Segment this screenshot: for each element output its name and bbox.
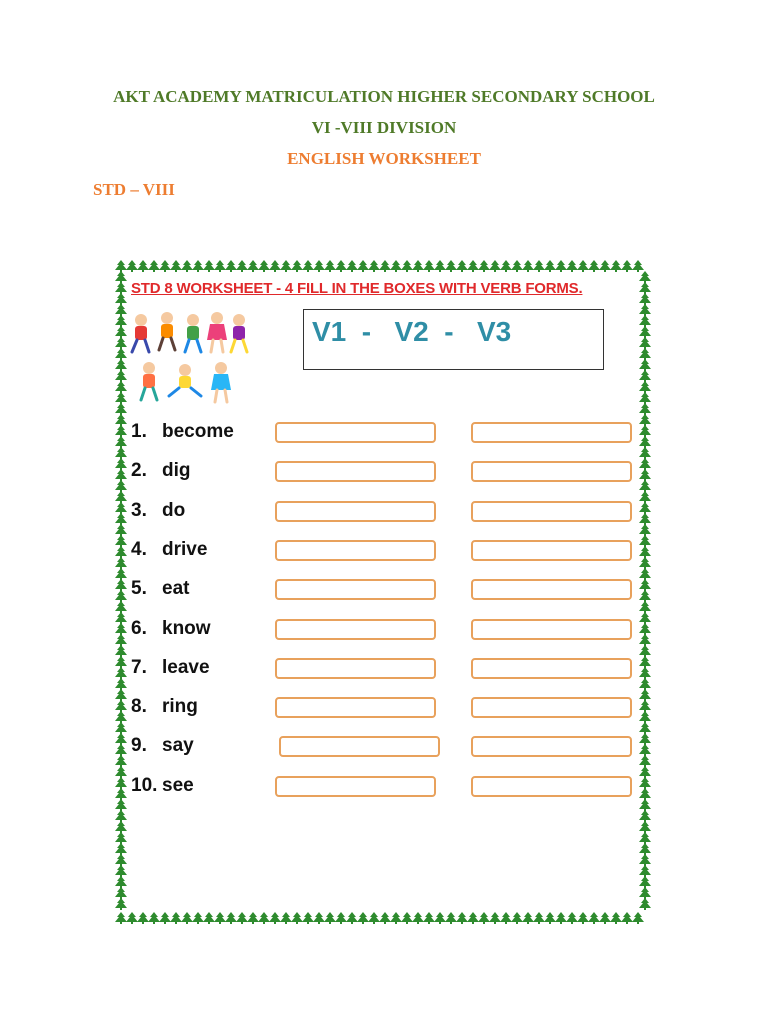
verb-number: 7.: [131, 657, 147, 678]
worksheet-image: [113, 258, 653, 926]
verb-word: drive: [162, 539, 208, 560]
v3-answer-box[interactable]: [471, 501, 632, 522]
v2-answer-box[interactable]: [275, 461, 436, 482]
verb-number: 8.: [131, 696, 147, 717]
verb-item: [131, 578, 189, 600]
verb-word: become: [162, 421, 234, 442]
verb-word: see: [162, 775, 194, 796]
verb-item: [131, 696, 198, 718]
verb-word: ring: [162, 696, 198, 717]
verb-word: eat: [162, 578, 190, 599]
division-name: VI -VIII DIVISION: [311, 118, 457, 137]
worksheet-title: STD 8 WORKSHEET - 4 FILL IN THE BOXES WITH VERB FORMS.: [131, 280, 583, 297]
verb-item: [131, 618, 211, 640]
verb-item: [131, 775, 194, 797]
v3-answer-box[interactable]: [471, 619, 632, 640]
verb-item: [131, 460, 191, 482]
v3-answer-box[interactable]: [471, 540, 632, 561]
verb-number: 4.: [131, 539, 147, 560]
verb-number: 9.: [131, 735, 147, 756]
worksheet-subject: ENGLISH WORKSHEET: [287, 149, 481, 168]
verb-number: 3.: [131, 500, 147, 521]
v2-answer-box[interactable]: [275, 501, 436, 522]
verb-word: leave: [162, 657, 210, 678]
v3-answer-box[interactable]: [471, 658, 632, 679]
verb-number: 6.: [131, 618, 147, 639]
verb-number: 2.: [131, 460, 147, 481]
v2-answer-box[interactable]: [275, 658, 436, 679]
v3-answer-box[interactable]: [471, 776, 632, 797]
verb-word: do: [162, 500, 186, 521]
verb-word: know: [162, 618, 211, 639]
verb-number: 1.: [131, 421, 147, 442]
verb-number: 5.: [131, 578, 147, 599]
v2-answer-box[interactable]: [275, 540, 436, 561]
v3-answer-box[interactable]: [471, 422, 632, 443]
verb-number: 10.: [131, 775, 158, 796]
school-name: AKT ACADEMY MATRICULATION HIGHER SECONDARY SCHOOL: [113, 87, 655, 106]
v2-answer-box[interactable]: [275, 579, 436, 600]
verb-word: say: [162, 735, 194, 756]
children-clipart-icon: [127, 308, 252, 408]
v2-answer-box[interactable]: [279, 736, 440, 757]
standard-label: STD – VIII: [93, 180, 175, 199]
verb-forms-header-box: [303, 309, 604, 370]
v2-answer-box[interactable]: [275, 776, 436, 797]
v3-answer-box[interactable]: [471, 579, 632, 600]
v2-answer-box[interactable]: [275, 619, 436, 640]
verb-forms-label: V1 - V2 - V3: [312, 316, 512, 347]
v3-answer-box[interactable]: [471, 736, 632, 757]
v3-answer-box[interactable]: [471, 461, 632, 482]
v3-answer-box[interactable]: [471, 697, 632, 718]
verb-word: dig: [162, 460, 191, 481]
verb-item: [131, 500, 185, 522]
v2-answer-box[interactable]: [275, 422, 436, 443]
v2-answer-box[interactable]: [275, 697, 436, 718]
verb-item: [131, 657, 210, 679]
verb-item: [131, 539, 207, 561]
verb-item: [131, 421, 234, 443]
verb-item: [131, 735, 194, 757]
